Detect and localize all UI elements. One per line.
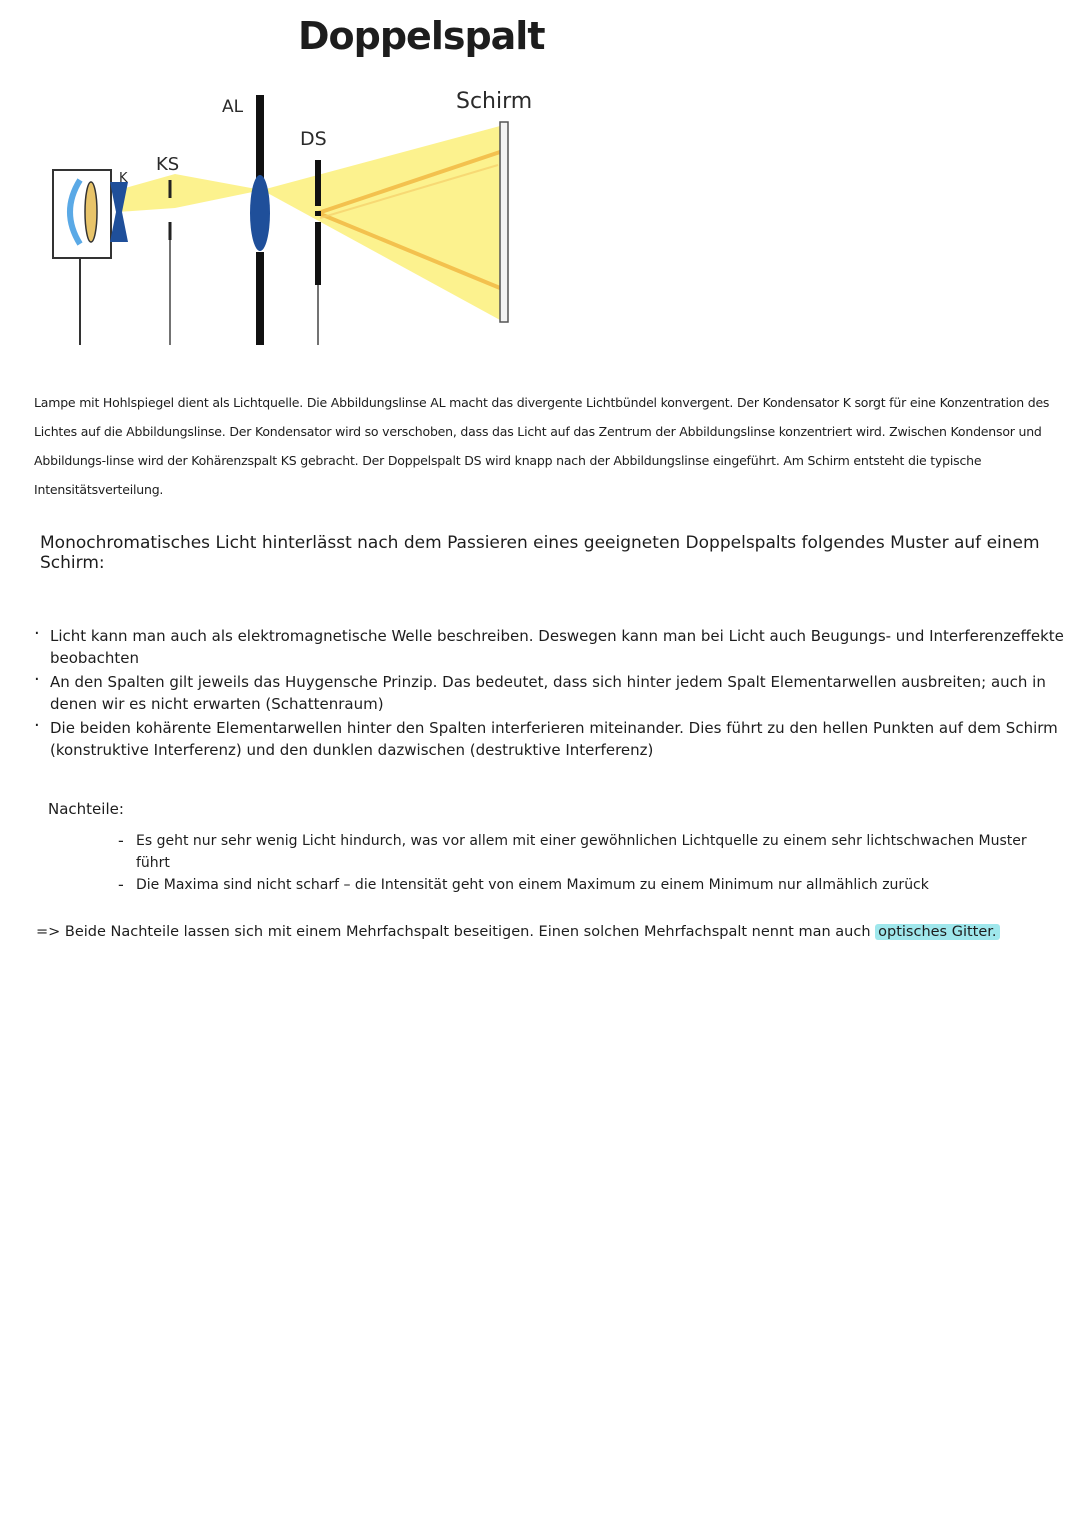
conclusion	[36, 924, 1000, 940]
label-k: K	[119, 171, 128, 186]
page-title: Doppelspalt	[298, 14, 545, 58]
disadvantages-list	[118, 830, 1058, 896]
bullet-item: · Die beiden kohärente Elementarwellen hinter den Spalten interferieren miteinander. Dies führt zu den hellen Punkten auf dem Schirm (konstruktive Interferenz) und den dunklen dazwischen (destruktive Interferenz)	[30, 717, 1075, 761]
highlighted-term: optisches Gitter.	[875, 924, 999, 940]
lamp-housing	[53, 170, 111, 258]
disadvantage-item: - Es geht nur sehr wenig Licht hindurch, was vor allem mit einer gewöhnlichen Lichtquelle zu einem sehr lichtschwachen Muster führt	[118, 830, 1058, 874]
bullet-item: · Licht kann man auch als elektromagnetische Welle beschreiben. Deswegen kann man bei Licht auch Beugungs- und Interferenzeffekte beobachten	[30, 625, 1075, 669]
light-cone	[262, 126, 500, 320]
conclusion-text: => Beide Nachteile lassen sich mit einem Mehrfachspalt beseitigen. Einen solchen Mehrfachspalt nennt man auch	[36, 924, 871, 940]
label-al: AL	[222, 97, 244, 117]
condenser-lens	[110, 182, 128, 242]
physics-bullets	[30, 625, 1075, 763]
label-schirm: Schirm	[456, 89, 533, 114]
disadvantages-title: Nachteile:	[48, 800, 124, 818]
imaging-lens	[250, 175, 270, 251]
monochromatic-line: Monochromatisches Licht hinterlässt nach dem Passieren eines geeigneten Doppelspalts folgendes Muster auf einem Schirm:	[40, 533, 1040, 573]
lamp-bulb	[85, 182, 97, 242]
screen	[500, 122, 508, 322]
light-beam	[118, 174, 262, 212]
description-paragraph: Lampe mit Hohlspiegel dient als Lichtquelle. Die Abbildungslinse AL macht das divergente Lichtbündel konvergent. Der Kondensator K sorgt für eine Konzentration des Lichtes auf die Abbildungslinse. Der Kondensator wird so verschoben, dass das Licht auf das Zentrum der Abbildungslinse konzentriert wird. Zwischen Kondensor und Abbildungs-linse wird der Kohärenzspalt KS gebracht. Der Doppelspalt DS wird knapp nach der Abbildungslinse eingeführt. Am Schirm entsteht die typische Intensitätsverteilung.	[34, 395, 1050, 497]
label-ks: KS	[156, 154, 180, 175]
double-slit-diagram	[0, 0, 1080, 380]
label-ds: DS	[300, 128, 327, 150]
disadvantage-item: - Die Maxima sind nicht scharf – die Intensität geht von einem Maximum zu einem Minimum nur allmählich zurück	[118, 874, 1058, 896]
bullet-item: · An den Spalten gilt jeweils das Huygensche Prinzip. Das bedeutet, dass sich hinter jedem Spalt Elementarwellen ausbreiten; auch in denen wir es nicht erwarten (Schattenraum)	[30, 671, 1075, 715]
